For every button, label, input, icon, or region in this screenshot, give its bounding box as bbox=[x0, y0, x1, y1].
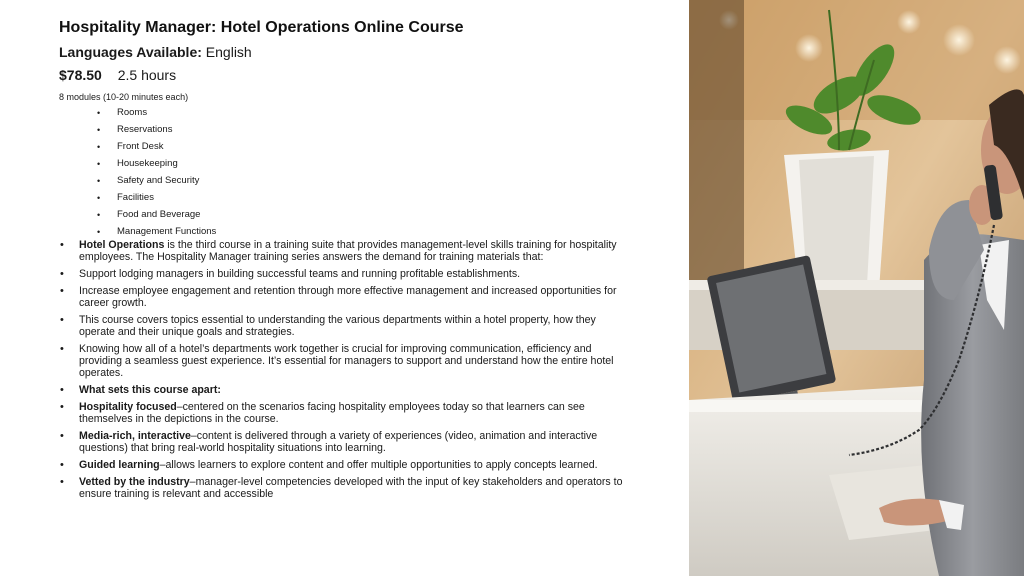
point-text: –allows learners to explore content and offer multiple opportunities to apply concepts learned. bbox=[159, 459, 598, 471]
point-text: –content is delivered through a variety of experiences (video, animation and interactive questions) that bring real-world hospitality situations into learning. bbox=[79, 430, 598, 454]
module-item: • Front Desk bbox=[59, 141, 629, 158]
point-bold: Vetted by the industry bbox=[79, 476, 190, 488]
point-item bbox=[59, 459, 624, 471]
module-item: • Housekeeping bbox=[59, 158, 629, 175]
point-item bbox=[59, 268, 624, 280]
course-title: Hospitality Manager: Hotel Operations Online Course bbox=[59, 19, 464, 36]
point-bold: Hospitality focused bbox=[79, 401, 177, 413]
point-text: Knowing how all of a hotel’s departments work together is crucial for improving communication, efficiency and providing a seamless guest experience. It’s essential for managers to support and understand how the entire hotel operates. bbox=[79, 343, 614, 379]
module-item: • Rooms bbox=[59, 107, 629, 124]
photo-illustration bbox=[689, 0, 1024, 576]
languages-value: English bbox=[205, 44, 252, 60]
module-item: • Safety and Security bbox=[59, 175, 629, 192]
point-text: Support lodging managers in building successful teams and running profitable establishments. bbox=[79, 268, 521, 280]
course-details bbox=[59, 18, 629, 505]
point-text: –manager-level competencies developed with the input of key stakeholders and operators to ensure training is relevant and accessible bbox=[79, 476, 623, 500]
point-item bbox=[59, 384, 624, 396]
point-text: Increase employee engagement and retention through more effective management and increased opportunities for career growth. bbox=[79, 285, 617, 309]
point-bold: Hotel Operations bbox=[79, 239, 165, 251]
point-item bbox=[59, 285, 624, 309]
point-bold: What sets this course apart: bbox=[79, 384, 221, 396]
languages-label: Languages Available: bbox=[59, 44, 202, 60]
point-text: –centered on the scenarios facing hospitality employees today so that learners can see themselves in the depictions in the course. bbox=[79, 401, 585, 425]
point-bold: Media-rich, interactive bbox=[79, 430, 191, 442]
point-bold: Guided learning bbox=[79, 459, 160, 471]
course-duration: 2.5 hours bbox=[117, 67, 177, 83]
hotel-front-desk-photo bbox=[689, 0, 1024, 576]
point-item bbox=[59, 343, 624, 379]
point-item bbox=[59, 239, 624, 263]
module-item: • Management Functions bbox=[59, 226, 629, 243]
point-item bbox=[59, 430, 624, 454]
point-item bbox=[59, 476, 624, 500]
price-duration-line bbox=[59, 66, 629, 84]
point-text: This course covers topics essential to understanding the various departments within a hotel property, how they operate and their unique goals and strategies. bbox=[79, 314, 596, 338]
course-points bbox=[59, 239, 624, 500]
module-item: • Reservations bbox=[59, 124, 629, 141]
point-text: is the third course in a training suite that provides management-level skills training for hospitality employees. The Hospitality Manager training series answers the demand for training materials that: bbox=[79, 239, 617, 263]
languages-line bbox=[59, 43, 629, 61]
module-item: • Facilities bbox=[59, 192, 629, 209]
course-price: $78.50 bbox=[59, 67, 102, 83]
point-item bbox=[59, 401, 624, 425]
modules-intro: 8 modules (10-20 minutes each) bbox=[59, 92, 189, 102]
module-list bbox=[59, 107, 629, 243]
point-item bbox=[59, 314, 624, 338]
module-item: • Food and Beverage bbox=[59, 209, 629, 226]
